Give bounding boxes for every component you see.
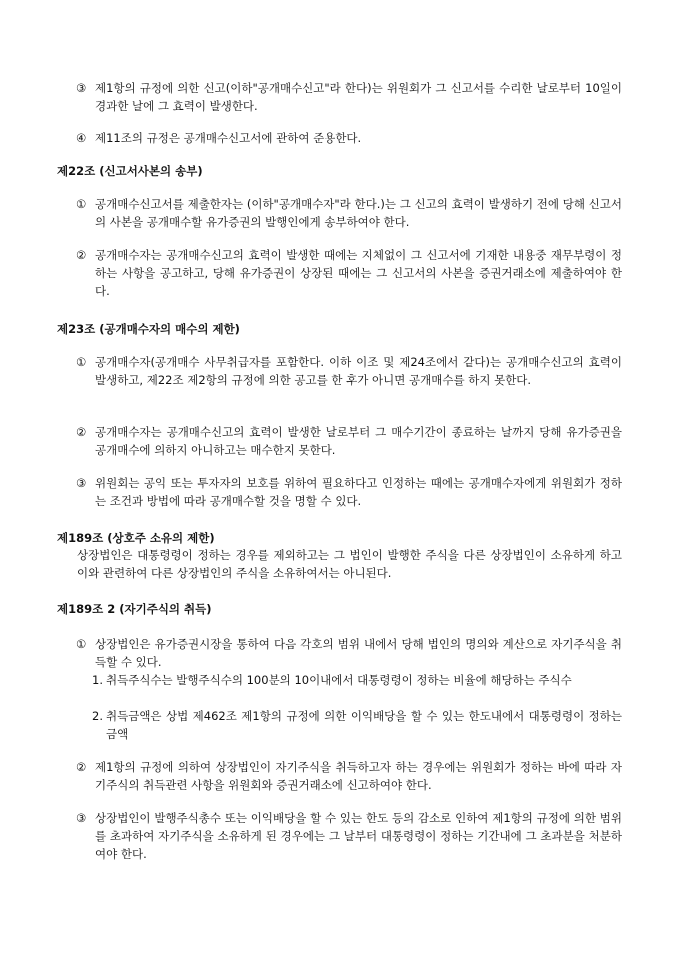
item-marker: ② (76, 248, 87, 262)
item-text: 공개매수신고서를 제출한자는 (이하"공개매수자"라 한다.)는 그 신고의 효력이 발생하기 전에 당해 신고서의 사본을 공개매수할 유가증권의 발행인에게 송부하여야 한다. (95, 197, 622, 229)
article-heading: 제23조 (공개매수자의 매수의 제한) (57, 322, 240, 336)
paragraph-item (0, 79, 680, 115)
item-text: 제1항의 규정에 의한 신고(이하"공개매수신고"라 한다)는 위원회가 그 신고서를 수리한 날로부터 10일이 경과한 날에 그 효력이 발생한다. (95, 81, 622, 113)
article-heading: 제189조 2 (자기주식의 취득) (57, 602, 212, 616)
sub-item-number: 2. (92, 709, 103, 723)
paragraph-item (0, 474, 680, 510)
article-heading: 제22조 (신고서사본의 송부) (57, 164, 203, 178)
item-marker: ② (76, 425, 87, 439)
paragraph-item (0, 353, 680, 389)
item-text: 상장법인이 발행주식총수 또는 이익배당을 할 수 있는 한도 등의 감소로 인하여 제1항의 규정에 의한 범위를 초과하여 자기주식을 소유하게 된 경우에는 그 날부터 대통령령이 정하는 기간내에 그 초과분을 처분하여야 한다. (95, 811, 622, 861)
sub-item (0, 671, 680, 689)
paragraph-item (0, 129, 680, 147)
sub-item-number: 1. (92, 673, 103, 687)
item-marker: ① (76, 355, 87, 369)
item-text: 위원회는 공익 또는 투자자의 보호를 위하여 필요하다고 인정하는 때에는 공개매수자에게 위원회가 정하는 조건과 방법에 따라 공개매수할 것을 명할 수 있다. (95, 476, 622, 508)
item-marker: ③ (76, 476, 87, 490)
item-marker: ③ (76, 81, 87, 95)
paragraph-item (0, 423, 680, 459)
paragraph-item (0, 758, 680, 794)
article-body: 상장법인은 대통령령이 정하는 경우를 제외하고는 그 법인이 발행한 주식을 다른 상장법인이 소유하게 하고 이와 관련하여 다른 상장법인의 주식을 소유하여서는 아니된다. (77, 548, 622, 580)
paragraph-item (0, 195, 680, 231)
item-text: 공개매수자(공개매수 사무취급자를 포함한다. 이하 이조 및 제24조에서 같다)는 공개매수신고의 효력이 발생하고, 제22조 제2항의 규정에 의한 공고를 한 후가 아니면 공개매수를 하지 못한다. (95, 355, 622, 387)
paragraph-item (0, 809, 680, 863)
item-marker: ① (76, 637, 87, 651)
paragraph-item (0, 246, 680, 300)
item-text: 제1항의 규정에 의하여 상장법인이 자기주식을 취득하고자 하는 경우에는 위원회가 정하는 바에 따라 자기주식의 취득관련 사항을 위원회와 증권거래소에 신고하여야 한다. (95, 760, 622, 792)
sub-item-text: 취득금액은 상법 제462조 제1항의 규정에 의한 이익배당을 할 수 있는 한도내에서 대통령령이 정하는 금액 (106, 709, 622, 741)
paragraph-item (0, 635, 680, 671)
item-text: 공개매수자는 공개매수신고의 효력이 발생한 날로부터 그 매수기간이 종료하는 날까지 당해 유가증권을 공개매수에 의하지 아니하고는 매수한지 못한다. (95, 425, 622, 457)
item-text: 공개매수자는 공개매수신고의 효력이 발생한 때에는 지체없이 그 신고서에 기재한 내용중 재무부령이 정하는 사항을 공고하고, 당해 유가증권이 상장된 때에는 그 신고서의 사본을 증권거래소에 제출하여야 한다. (95, 248, 622, 298)
item-text: 상장법인은 유가증권시장을 통하여 다음 각호의 범위 내에서 당해 법인의 명의와 계산으로 자기주식을 취득할 수 있다. (95, 637, 622, 669)
item-marker: ③ (76, 811, 87, 825)
item-marker: ② (76, 760, 87, 774)
sub-item-text: 취득주식수는 발행주식수의 100분의 10이내에서 대통령령이 정하는 비율에 해당하는 주식수 (106, 673, 572, 687)
item-marker: ④ (76, 131, 87, 145)
item-text: 제11조의 규정은 공개매수신고서에 관하여 준용한다. (95, 131, 362, 145)
item-marker: ① (76, 197, 87, 211)
article-heading: 제189조 (상호주 소유의 제한) (57, 531, 215, 545)
sub-item (0, 707, 680, 743)
